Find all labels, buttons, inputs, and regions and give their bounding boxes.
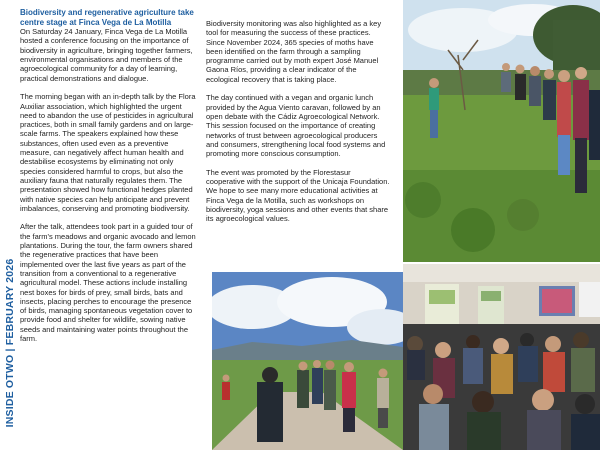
article-paragraph: After the talk, attendees took part in a guided tour of the farm's meadows and organic avocado and lemon plantations. During the tour, the farm owners shared the regenerative practices that have been implemented over the last five years as part of the transition from a conventional to a regenerative agricultural model. These actions include installing nest boxes for birds of prey, small birds, bats and insects, placing perches to encourage the presence of birds, managing spontaneous vegetation cover to provide food and shelter for wildlife, sowing native seeds and maintaining water points throughout the farm. [20, 222, 196, 343]
sidebar-label [3, 258, 17, 428]
photo-indoor-talk [403, 264, 600, 450]
article-paragraph: The event was promoted by the Florestasur cooperative with the support of the Unicaja Foundation. We hope to see many more educational activities at Finca Vega de la Motilla, such as workshops on biodiversity, yoga sessions and other events that share its agroecological values. [206, 167, 390, 224]
article-column-1 [20, 8, 198, 353]
article-paragraph: The day continued with a vegan and organic lunch provided by the Agua Viento caravan, followed by an open debate with the Cádiz Agroecological Network. This session focused on the importance of creating networks of trust between agroecological producers and consumers, strengthening local food systems and promoting more conscious consumption. [206, 93, 386, 159]
article-column-2 [206, 19, 390, 233]
article-paragraph: The morning began with an in-depth talk by the Flora Auxiliar association, which highlighted the urgent need to abandon the use of pesticides in agricultural practices, both in small family gardens and on large-scale farms. The speakers explained how these substances, often used even as a preventive measure, can negatively affect human health and destabilise ecosystems by eliminating not only species considered harmful to crops, but also the auxiliary fauna that naturally regulates them. The presentation showed how functional hedges planted with native species can help anticipate and prevent imbalances, conserving and promoting biodiversity. [20, 92, 196, 213]
photo-meadow-tour [403, 0, 600, 262]
article-headline: Biodiversity and regenerative agriculture take centre stage at Finca Vega de La Motilla [20, 8, 194, 27]
sidebar-label-text: INSIDE OTWO | FEBRUARY 2026 [4, 258, 16, 428]
article-paragraph: Biodiversity monitoring was also highlighted as a key tool for measuring the success of these practices. Since November 2024, 365 species of moths have been identified on the farm through a sampling programme carried out by moth expert José Manuel Gaona Ríos, providing a clear indicator of the ecological recovery that is taking place. [206, 19, 382, 84]
article-paragraph: On Saturday 24 January, Finca Vega de La Motilla hosted a conference focusing on the importance of biodiversity in agriculture, bringing together farmers, environmental organisations and members of the agroecological community for a day of learning, practical demonstrations and dialogue. [20, 27, 193, 83]
photo-group-walk [212, 272, 403, 450]
